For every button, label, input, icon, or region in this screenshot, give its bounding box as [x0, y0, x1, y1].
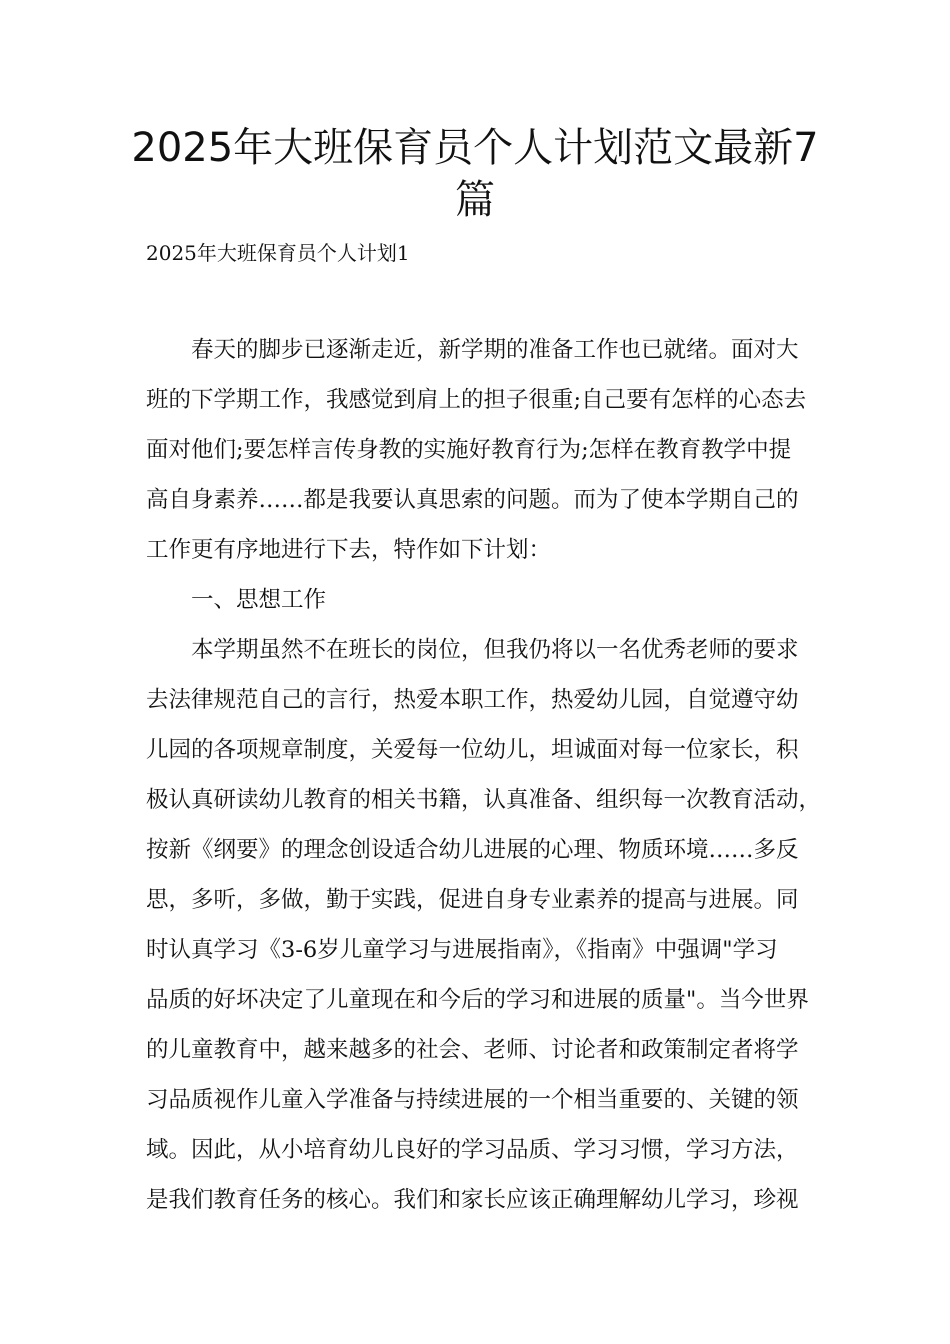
body-line: 极认真研读幼儿教育的相关书籍，认真准备、组织每一次教育活动， [146, 787, 822, 813]
body-line: 班的下学期工作，我感觉到肩上的担子很重;自己要有怎样的心态去 [146, 387, 807, 413]
body-line: 春天的脚步已逐渐走近，新学期的准备工作也已就绪。面对大 [146, 337, 799, 363]
body-line: 品质的好坏决定了儿童现在和今后的学习和进展的质量"。当今世界 [146, 987, 809, 1013]
body-line: 时认真学习《3-6岁儿童学习与进展指南》，《指南》中强调"学习 [146, 937, 778, 963]
body-line: 习品质视作儿童入学准备与持续进展的一个相当重要的、关键的领 [146, 1087, 799, 1113]
body-line: 去法律规范自己的言行，热爱本职工作，热爱幼儿园，自觉遵守幼 [146, 687, 799, 713]
body-line: 思，多听，多做，勤于实践，促进自身专业素养的提高与进展。同 [146, 887, 799, 913]
body-line: 按新《纲要》的理念创设适合幼儿进展的心理、物质环境……多反 [146, 837, 799, 863]
body-line: 本学期虽然不在班长的岗位，但我仍将以一名优秀老师的要求 [146, 637, 799, 663]
body-line: 是我们教育任务的核心。我们和家长应该正确理解幼儿学习，珍视 [146, 1187, 799, 1213]
body-line: 的儿童教育中，越来越多的社会、老师、讨论者和政策制定者将学 [146, 1037, 799, 1063]
heading-line: 一、思想工作 [146, 587, 327, 613]
body-line: 高自身素养……都是我要认真思索的问题。而为了使本学期自己的 [146, 487, 799, 513]
body-line: 面对他们;要怎样言传身教的实施好教育行为;怎样在教育教学中提 [146, 437, 792, 463]
document-title: 2025年大班保育员个人计划范文最新7篇 [131, 125, 819, 223]
body-line: 工作更有序地进行下去，特作如下计划： [146, 537, 552, 563]
body-line: 域。因此，从小培育幼儿良好的学习品质、学习习惯，学习方法， [146, 1137, 799, 1163]
body-line: 儿园的各项规章制度，关爱每一位幼儿，坦诚面对每一位家长，积 [146, 737, 799, 763]
section-title: 2025年大班保育员个人计划1 [146, 241, 410, 265]
